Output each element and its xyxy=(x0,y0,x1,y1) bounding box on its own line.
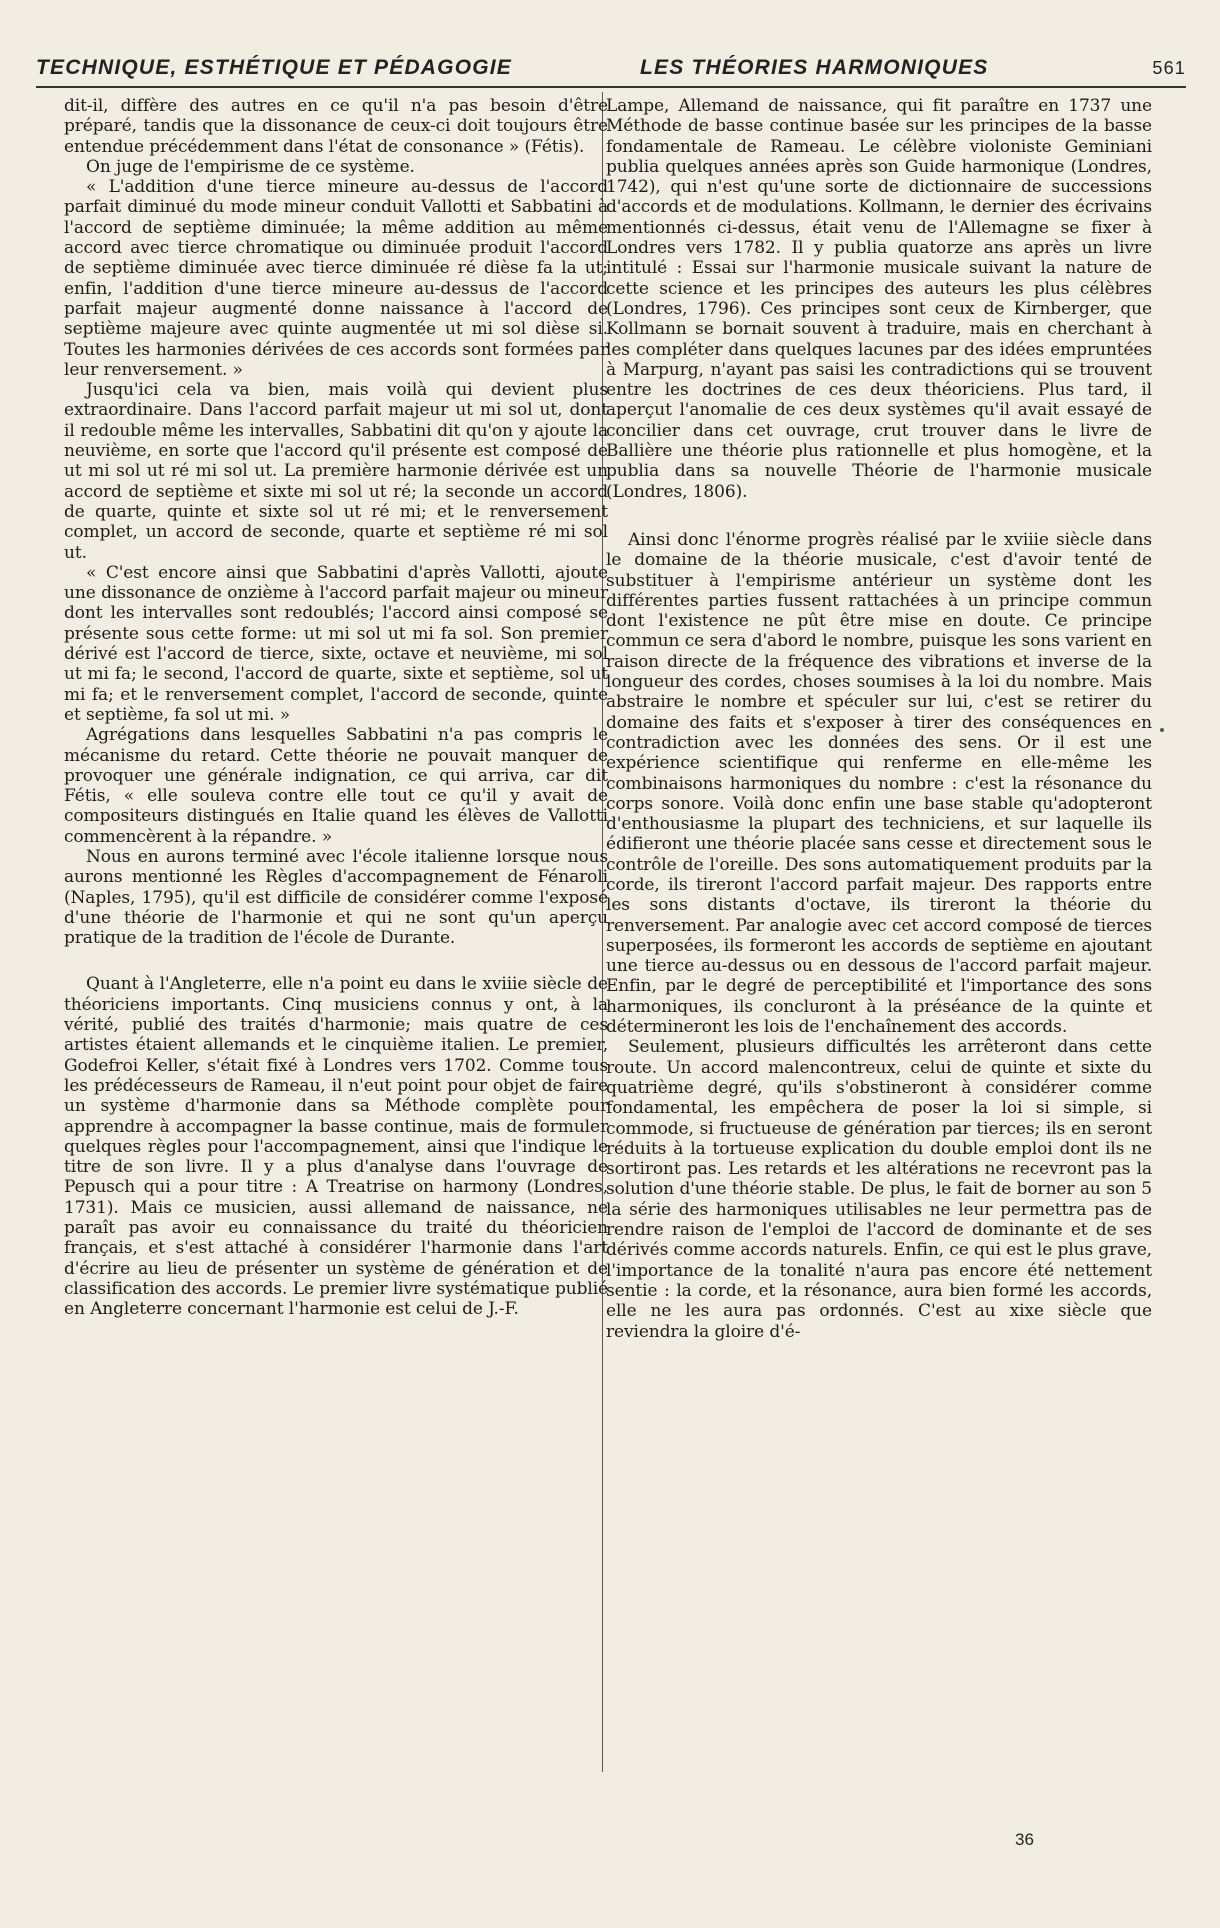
paragraph: Ainsi donc l'énorme progrès réalisé par le xviiie siècle dans le domaine de la théorie musicale, c'est d'avoir tenté de substituer à l'empirisme antérieur un système dont les différentes parties fussent rattachées à un principe commun dont l'existence ne pût être mise en doute. Ce principe commun ce sera d'abord le nombre, puisque les sons varient en raison directe de la fréquence des vibrations et inverse de la longueur des cordes, choses soumises à la loi du nombre. Mais abstraire le nombre et spéculer sur lui, c'est se retirer du domaine des faits et s'exposer à tirer des conséquences en contradiction avec les données des sens. Or il est une expérience scientifique qui renferme en elle-même les combinaisons harmoniques du nombre : c'est la résonance du corps sonore. Voilà donc enfin une base stable qu'adopteront d'enthousiasme la plupart des techniciens, et sur laquelle ils édifieront une théorie placée sans cesse et directement sous le contrôle de l'oreille. Des sons automatiquement produits par la corde, ils tireront l'accord parfait majeur. Des rapports entre les sons distants d'octave, ils tireront la théorie du renversement. Par analogie avec cet accord composé de tierces superposées, ils formeront les accords de septième en ajoutant une tierce au-dessus ou en dessous de l'accord parfait majeur. Enfin, par le degré de perceptibilité et l'importance des sons harmoniques, ils concluront à la préséance de la quinte et détermineront les lois de l'enchaînement des accords. xyxy=(606,529,1152,1038)
running-head-left: TECHNIQUE, ESTHÉTIQUE ET PÉDAGOGIE xyxy=(36,56,513,79)
signature-number: 36 xyxy=(1015,1830,1034,1849)
right-column xyxy=(606,96,1152,1342)
paragraph: Nous en aurons terminé avec l'école italienne lorsque nous aurons mentionné les Règles d'accompagnement de Fénaroli (Naples, 1795), qu'il est difficile de considérer comme l'exposé d'une théorie de l'harmonie et qui ne sont qu'un aperçu pratique de la tradition de l'école de Durante. xyxy=(64,846,608,949)
paragraph: Seulement, plusieurs difficultés les arrêteront dans cette route. Un accord malencontreux, celui de quinte et sixte du quatrième degré, qu'ils s'obstineront à considérer comme fondamental, les empêchera de poser la loi si simple, si commode, si fructueuse de génération par tierces; ils en seront réduits à la tortueuse explication du double emploi dont ils ne sortiront pas. Les retards et les altérations ne recevront pas la solution d'une théorie stable. De plus, le fait de borner au son 5 la série des harmoniques utilisables ne leur permettra pas de rendre raison de l'emploi de l'accord de dominante et de ses dérivés comme accords naturels. Enfin, ce qui est le plus grave, l'importance de la tonalité n'aura pas encore été nettement sentie : la corde, et la résonance, aura bien formé les accords, elle ne les aura pas ordonnés. C'est au xixe siècle que reviendra la gloire d'é- xyxy=(606,1037,1152,1342)
left-column xyxy=(64,96,608,1320)
running-head xyxy=(36,56,1186,84)
header-rule xyxy=(36,86,1186,88)
paragraph: On juge de l'empirisme de ce système. xyxy=(86,156,415,177)
running-head-right: LES THÉORIES HARMONIQUES xyxy=(640,56,989,79)
paragraph: « L'addition d'une tierce mineure au-dessus de l'accord parfait diminué du mode mineur conduit Vallotti et Sabbatini à l'accord de septième diminuée; la même addition au même accord avec tierce chromatique ou diminuée produit l'accord de septième diminuée avec tierce diminuée ré dièse fa la ut; enfin, l'addition d'une tierce mineure au-dessus de l'accord parfait majeur augmenté donne naissance à l'accord de septième majeure avec quinte augmentée ut mi sol dièse si. Toutes les harmonies dérivées de ces accords sont formées par leur renversement. » xyxy=(64,177,608,380)
paragraph: Quant à l'Angleterre, elle n'a point eu dans le xviiie siècle de théoriciens importants. Cinq musiciens connus y ont, à la vérité, publié des traités d'harmonie; mais quatre de ces artistes étaient allemands et le cinquième italien. Le premier, Godefroi Keller, s'était fixé à Londres vers 1702. Comme tous les prédécesseurs de Rameau, il n'eut point pour objet de faire un système d'harmonie dans sa Méthode complète pour apprendre à accompagner la basse continue, mais de formuler quelques règles pour l'accompagnement, ainsi que l'indique le titre de son livre. Il y a plus d'analyse dans l'ouvrage de Pepusch qui a pour titre : A Treatrise on harmony (Londres, 1731). Mais ce musicien, aussi allemand de naissance, ne paraît pas avoir eu connaissance du traité du théoricien français, et s'est attaché à considérer l'harmonie dans l'art d'écrire au lieu de présenter un système de génération et de classification des accords. Le premier livre systématique publié en Angleterre concernant l'harmonie est celui de J.-F. xyxy=(64,974,608,1320)
paragraph: « C'est encore ainsi que Sabbatini d'après Vallotti, ajoute une dissonance de onzième à l'accord parfait majeur ou mineur dont les intervalles sont redoublés; l'accord ainsi composé se présente sous cette forme: ut mi sol ut mi fa sol. Son premier dérivé est l'accord de tierce, sixte, octave et neuvième, mi sol ut mi fa; le second, l'accord de quarte, sixte et septième, sol ut mi fa; et le renversement complet, l'accord de seconde, quinte et septième, fa sol ut mi. » xyxy=(64,562,608,725)
paragraph: Agrégations dans lesquelles Sabbatini n'a pas compris le mécanisme du retard. Cette théorie ne pouvait manquer de provoquer une générale indignation, ce qui arriva, car dit Fétis, « elle souleva contre elle tout ce qu'il y avait de compositeurs distingués en Italie quand les élèves de Vallotti commencèrent à la répandre. » xyxy=(64,725,608,847)
margin-speck xyxy=(1160,728,1164,732)
page-number: 561 xyxy=(1152,58,1186,78)
paragraph: Jusqu'ici cela va bien, mais voilà qui devient plus extraordinaire. Dans l'accord parfait majeur ut mi sol ut, dont il redouble même les intervalles, Sabbatini dit qu'on y ajoute la neuvième, en sorte que l'accord qu'il présente est composé de ut mi sol ut ré mi sol ut. La première harmonie dérivée est un accord de septième et sixte mi sol ut ré; la seconde un accord de quarte, quinte et sixte sol ut ré mi; et le renversement complet, un accord de seconde, quarte et septième ré mi sol ut. xyxy=(64,380,608,563)
paragraph: dit-il, diffère des autres en ce qu'il n'a pas besoin d'être préparé, tandis que la dissonance de ceux-ci doit toujours être entendue précédemment dans l'état de consonance » (Fétis). xyxy=(64,96,608,157)
paragraph: Lampe, Allemand de naissance, qui fit paraître en 1737 une Méthode de basse continue basée sur les principes de la basse fondamentale de Rameau. Le célèbre violoniste Geminiani publia quelques années après son Guide harmonique (Londres, 1742), qui n'est qu'une sorte de dictionnaire de successions d'accords et de modulations. Kollmann, le dernier des écrivains mentionnés ci-dessus, était venu de l'Allemagne se fixer à Londres vers 1782. Il y publia quatorze ans après un livre intitulé : Essai sur l'harmonie musicale suivant la nature de cette science et les principes des auteurs les plus célèbres (Londres, 1796). Ces principes sont ceux de Kirnberger, que Kollmann se bornait souvent à traduire, mais en cherchant à les compléter dans quelques lacunes par des idées empruntées à Marpurg, n'ayant pas saisi les contradictions qui se trouvent entre les doctrines de ces deux théoriciens. Plus tard, il aperçut l'anomalie de ces deux systèmes qu'il avait essayé de concilier dans cet ouvrage, crut trouver dans le livre de Ballière une théorie plus rationnelle et plus homogène, et la publia dans sa nouvelle Théorie de l'harmonie musicale (Londres, 1806). xyxy=(606,96,1152,502)
